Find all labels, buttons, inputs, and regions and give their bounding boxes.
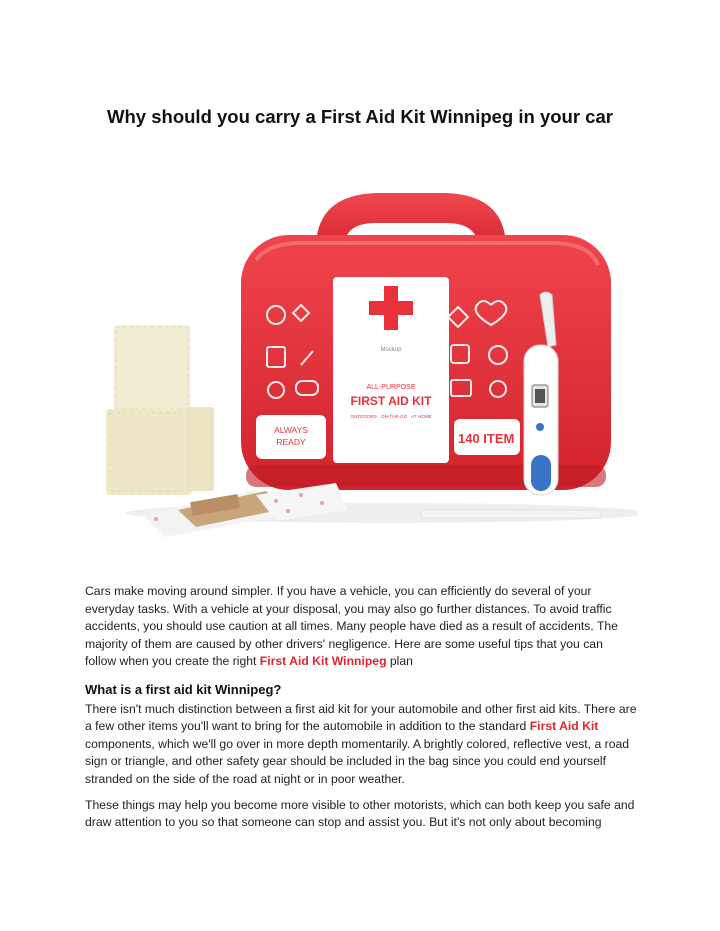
first-aid-kit-illustration xyxy=(86,165,638,545)
tongue-depressor xyxy=(421,510,601,518)
page-title: Why should you carry a First Aid Kit Winnipeg in your car xyxy=(107,106,613,127)
kit-label xyxy=(333,277,449,463)
label-tags: OUTDOORS · ON-THE-GO · AT HOME xyxy=(350,414,432,419)
svg-text:140 ITEM: 140 ITEM xyxy=(458,431,515,446)
badge-always-ready xyxy=(256,415,326,459)
first-aid-kit-photo xyxy=(86,165,638,545)
paragraph-2: There isn't much distinction between a first aid kit for your automobile and other first aid kits. There are a few other items you'll want to bring for the automobile in addition to the standard First Aid Kit components, which we'll go over in more depth momentarily. A brightly colored, reflective vest, a road sign or triangle, and other safety gear should be included in the bag since you could end yourself stranded on the side of the road at night or in poor weather. xyxy=(85,701,637,786)
paragraph-3: These things may help you become more visible to other motorists, which can both keep you safe and draw attention to you so that someone can stop and assist you. But it's not only about becoming xyxy=(85,797,635,830)
gauze-rolls xyxy=(106,325,214,495)
badge-item-count xyxy=(454,419,520,455)
svg-text:ALWAYS: ALWAYS xyxy=(274,425,308,435)
label-line1: ALL-PURPOSE xyxy=(366,384,416,391)
brand-text: Mockup xyxy=(380,347,402,353)
label-line2: FIRST AID KIT xyxy=(350,394,432,408)
article-body xyxy=(85,583,637,840)
svg-text:READY: READY xyxy=(276,437,306,447)
section-heading: What is a first aid kit Winnipeg? xyxy=(85,681,282,697)
intro-paragraph: Cars make moving around simpler. If you have a vehicle, you can efficiently do several of your everyday tasks. With a vehicle at your disposal, you may also go further distances. To avoid traffic accidents, you should use caution at all times. Many people have died as a result of accidents. The majority of them are caused by other drivers' negligence. Here are some useful tips that you can follow when you create the right First Aid Kit Winnipeg plan xyxy=(85,584,618,669)
first-aid-kit-link[interactable]: First Aid Kit xyxy=(529,719,599,734)
first-aid-kit-winnipeg-link[interactable]: First Aid Kit Winnipeg xyxy=(259,654,387,669)
